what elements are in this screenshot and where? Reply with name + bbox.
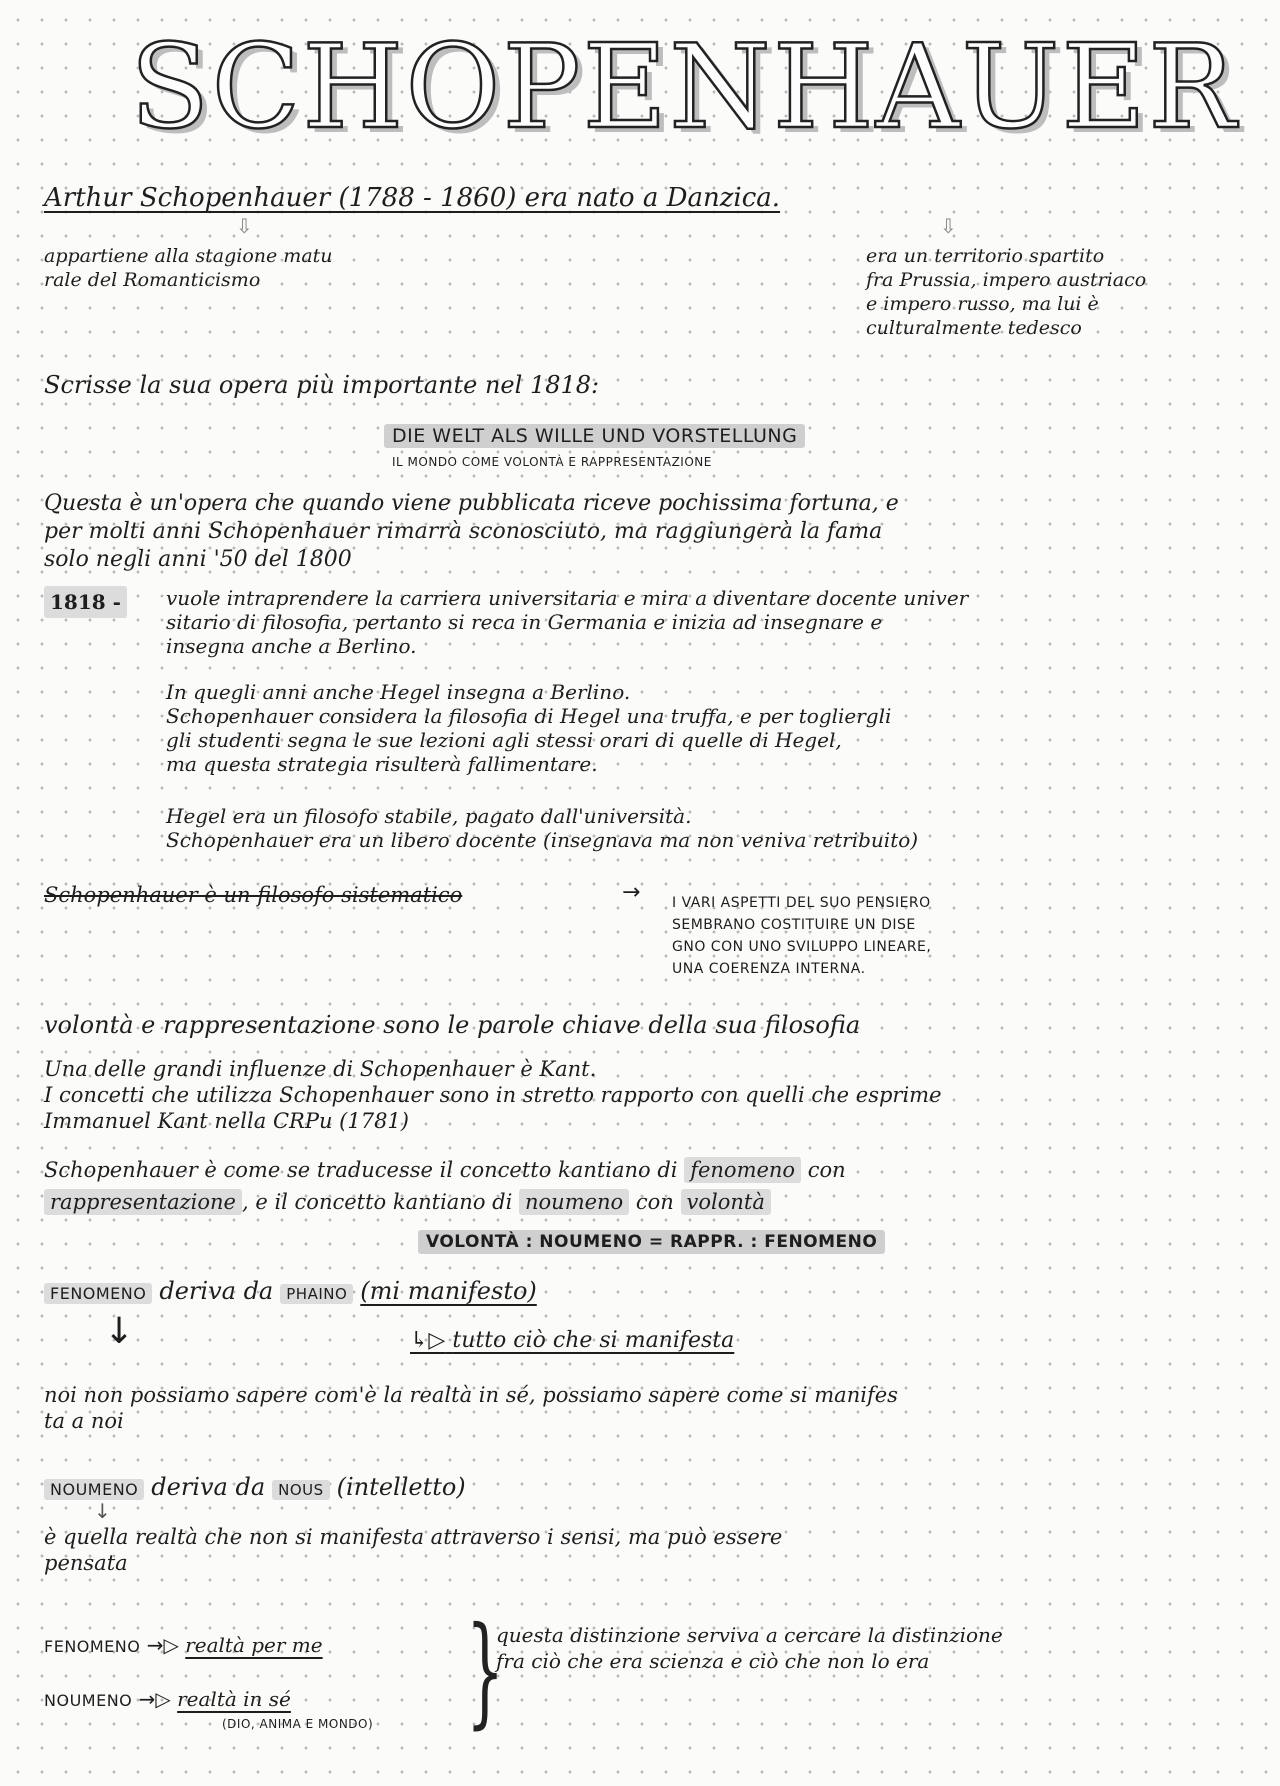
fenomeno-conseguenza: noi non possiamo sapere com'è la realtà in sé, possiamo sapere come si manifes ta a noi xyxy=(44,1383,898,1433)
fenomeno-term: FENOMENO xyxy=(44,1283,152,1304)
phaino-root: PHAINO xyxy=(280,1284,353,1304)
arrow-down-icon: ⇩ xyxy=(940,214,957,238)
sistematico-label: Schopenhauer è un filosofo sistematico xyxy=(44,883,463,907)
intro-note-left: appartiene alla stagione matu rale del Romanticismo xyxy=(44,245,333,291)
formula: VOLONTÀ : NOUMENO = RAPPR. : FENOMENO xyxy=(418,1230,885,1254)
year-1818-p2: In quegli anni anche Hegel insegna a Berlino. Schopenhauer considera la filosofia di Hegel una truffa, e per togliergli gli studenti segna le sue lezioni agli stessi orari di quelle di Hegel, ma questa strategia risulterà fallimentare. xyxy=(166,680,892,776)
traduzione-paragraph: Schopenhauer è come se traducesse il concetto kantiano di fenomeno con rappresentazione , e il concetto kantiano di noumeno con volontà xyxy=(44,1158,846,1214)
year-1818-p1: vuole intraprendere la carriera universitaria e mira a diventare docente univer sitario di filosofia, pertanto si reca in Germania e inizia ad insegnare e insegna anche a Berlino. xyxy=(166,586,969,658)
highlight-noumeno: noumeno xyxy=(519,1189,629,1215)
intro-line: Arthur Schopenhauer (1788 - 1860) era nato a Danzica. xyxy=(44,183,781,213)
arrow-down-icon: ↓ xyxy=(94,1499,111,1523)
fenomeno-meaning: ↳▷ tutto ciò che si manifesta xyxy=(410,1328,735,1353)
arrow-right-icon: →▷ xyxy=(138,1687,171,1711)
arrow-right-icon: → xyxy=(622,880,641,905)
fortuna-paragraph: Questa è un'opera che quando viene pubblicata riceve pochissima fortuna, e per molti anni Schopenhauer rimarrà sconosciuto, ma raggiungerà la fama solo negli anni '50 del 1800 xyxy=(44,491,899,572)
opera-title: DIE WELT ALS WILLE UND VORSTELLUNG xyxy=(384,424,805,448)
fenomeno-definition: FENOMENO →▷ realtà per me xyxy=(44,1633,323,1657)
arrow-right-icon: →▷ xyxy=(146,1633,179,1657)
highlight-volonta: volontà xyxy=(681,1189,771,1215)
noumeno-definition: NOUMENO →▷ realtà in sé xyxy=(44,1687,291,1711)
kant-paragraph: Una delle grandi influenze di Schopenhauer è Kant. I concetti che utilizza Schopenhauer sono in stretto rapporto con quelli che esprime Immanuel Kant nella CRPu (1781) xyxy=(44,1057,942,1133)
intro-note-right: era un territorio spartito fra Prussia, impero austriaco e impero russo, ma lui è culturalmente tedesco xyxy=(866,245,1147,339)
arrow-down-icon: ↓ xyxy=(104,1311,135,1352)
distinzione-note: questa distinzione serviva a cercare la distinzione fra ciò che era scienza e ciò che non lo era xyxy=(496,1623,1003,1673)
year-1818-p3: Hegel era un filosofo stabile, pagato dall'università. Schopenhauer era un libero docente (insegnava ma non veniva retribuito) xyxy=(166,804,919,852)
noumeno-term: NOUMENO xyxy=(44,1479,144,1500)
noumeno-conseguenza: è quella realtà che non si manifesta attraverso i sensi, ma può essere pensata xyxy=(44,1525,783,1575)
sistematico-detail: I VARI ASPETTI DEL SUO PENSIERO SEMBRANO COSTITUIRE UN DISE GNO CON UNO SVILUPPO LINEARE, UNA COERENZA INTERNA. xyxy=(672,895,932,977)
fenomeno-row: FENOMENO deriva da PHAINO (mi manifesto) xyxy=(44,1276,537,1308)
noumeno-examples: (DIO, ANIMA E MONDO) xyxy=(222,1717,374,1731)
arrow-down-icon: ⇩ xyxy=(236,214,253,238)
opera-intro: Scrisse la sua opera più importante nel 1818: xyxy=(44,371,600,399)
opera-translation: IL MONDO COME VOLONTÀ E RAPPRESENTAZIONE xyxy=(392,455,712,469)
highlight-rappresentazione: rappresentazione xyxy=(44,1189,242,1215)
page-title: SCHOPENHAUER xyxy=(130,20,1238,155)
year-1818-label: 1818 - xyxy=(44,586,127,618)
noumeno-row: NOUMENO deriva da NOUS (intelletto) xyxy=(44,1472,466,1504)
brace-icon: } xyxy=(466,1602,505,1741)
highlight-fenomeno: fenomeno xyxy=(684,1157,801,1183)
nous-root: NOUS xyxy=(272,1480,330,1500)
parole-chiave: volontà e rappresentazione sono le parole chiave della sua filosofia xyxy=(44,1011,861,1039)
